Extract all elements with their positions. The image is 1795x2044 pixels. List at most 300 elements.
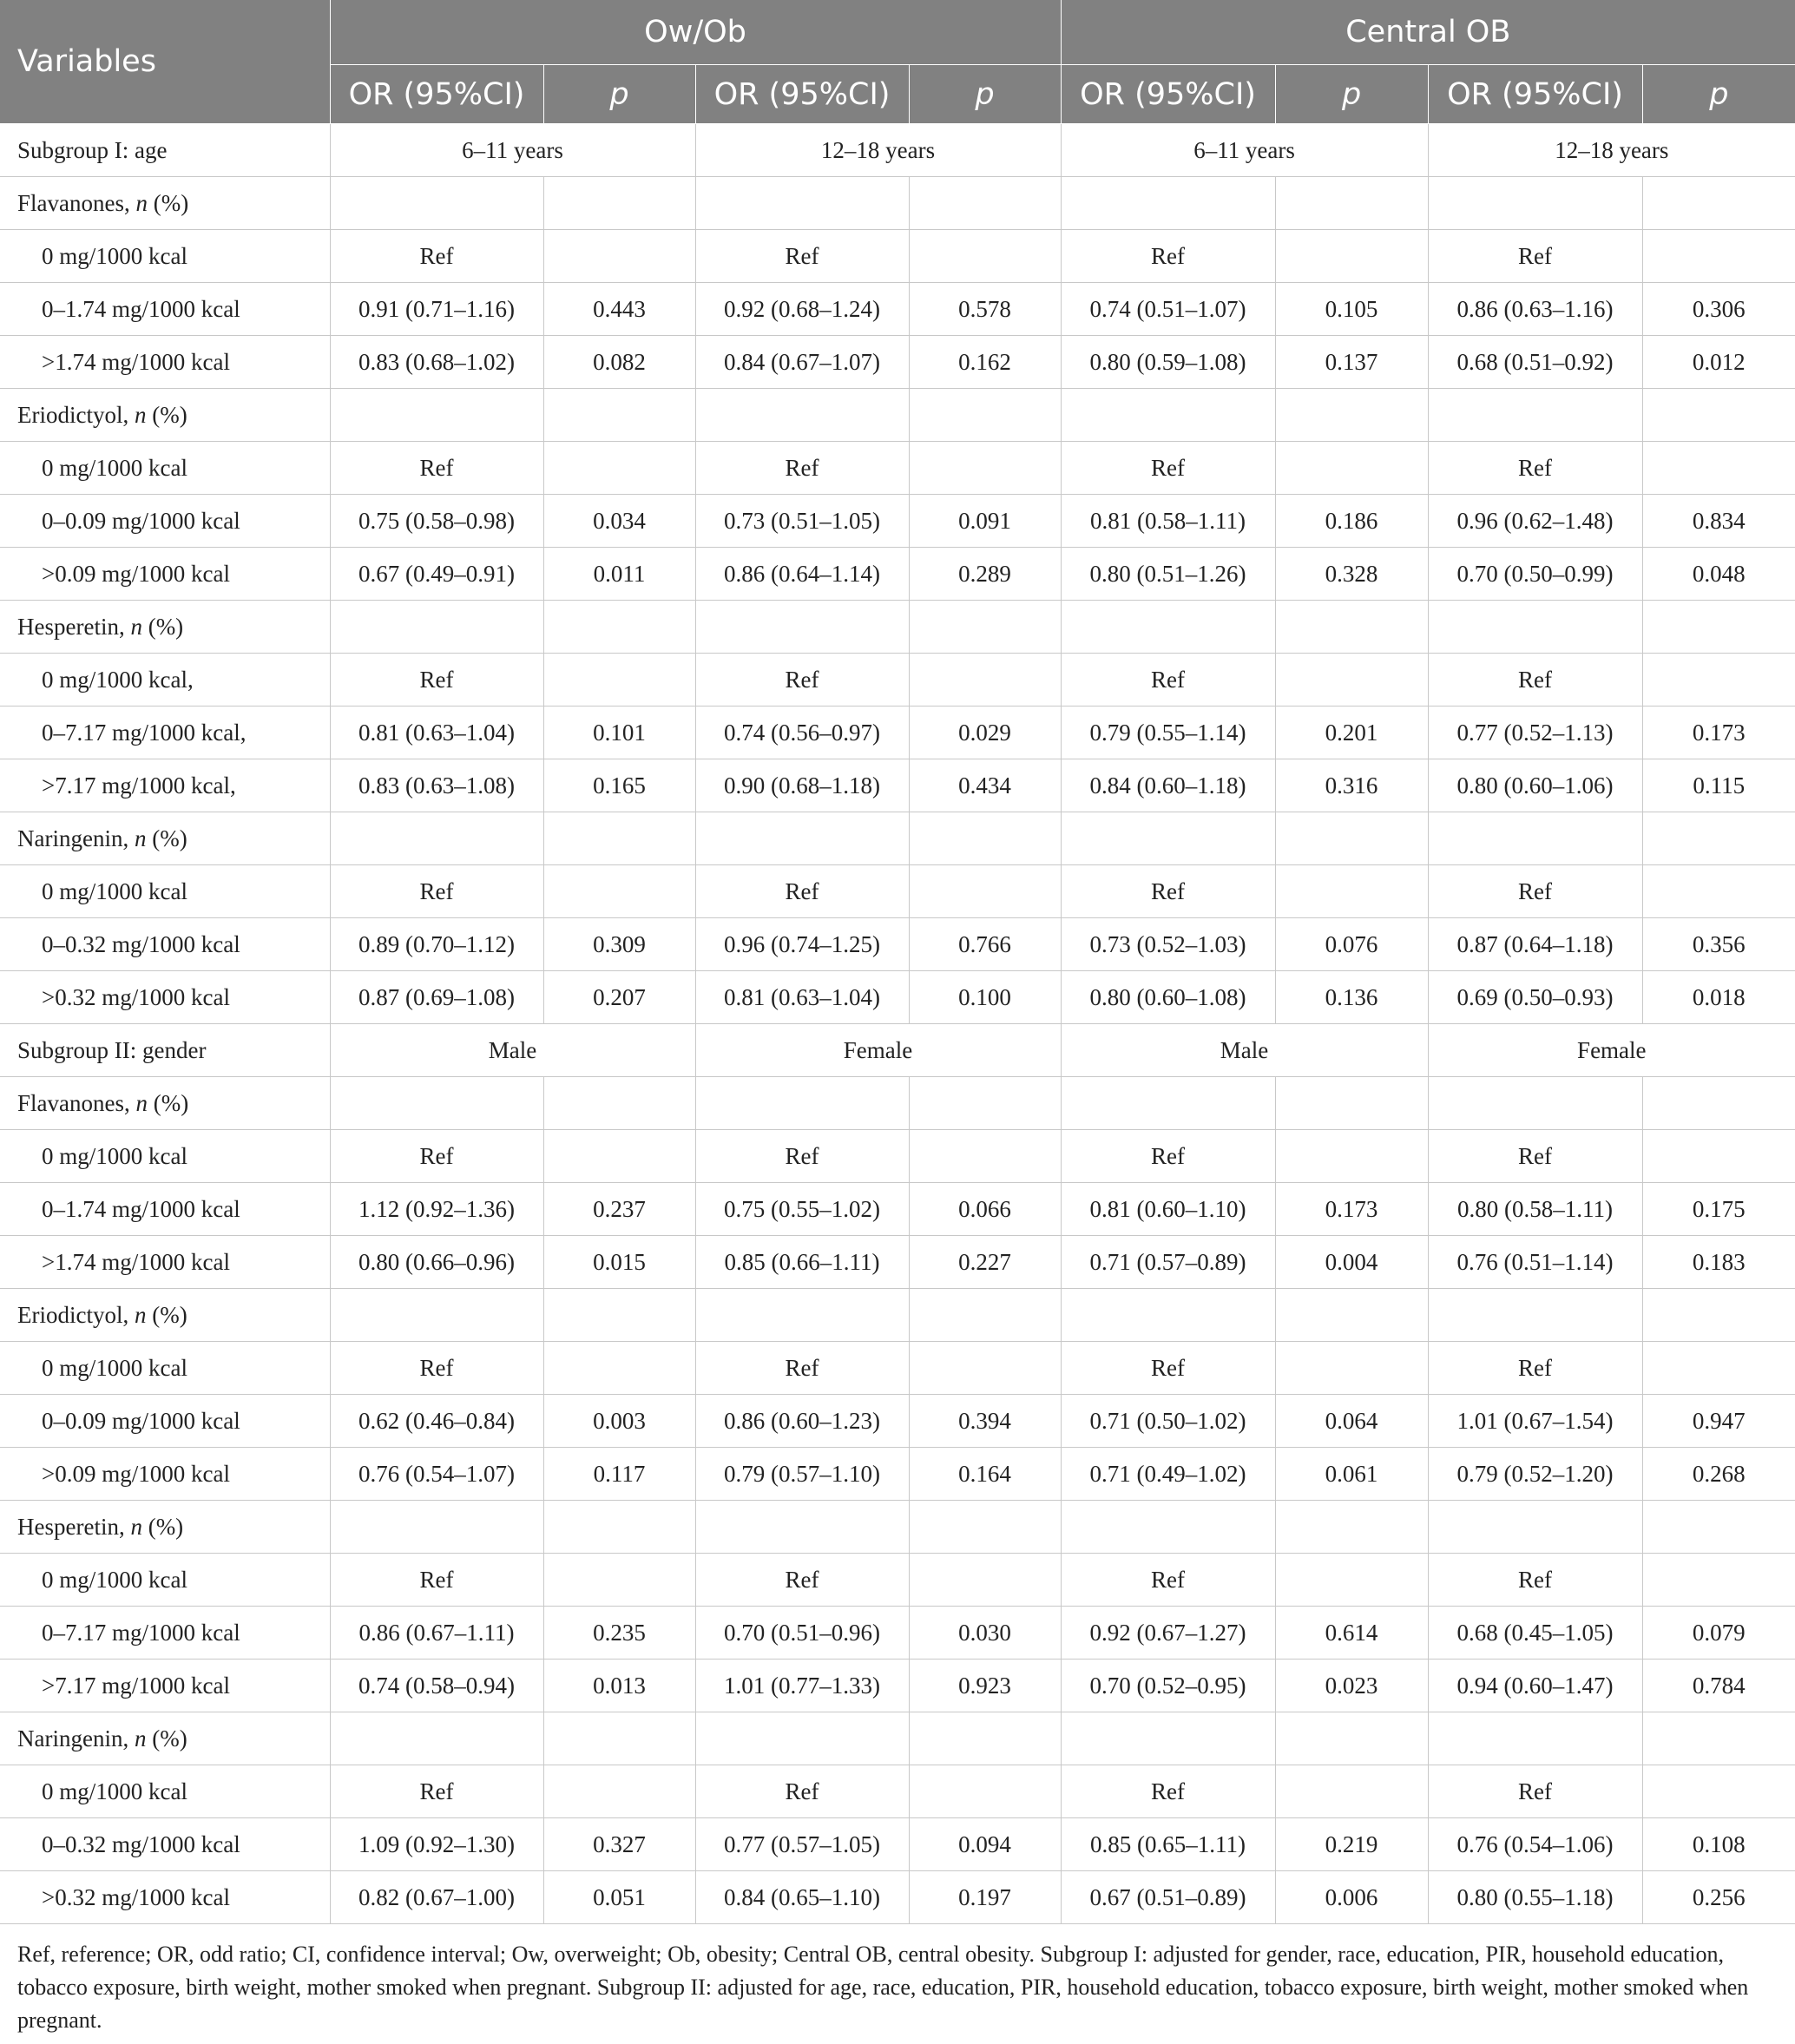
subgroup-label: Subgroup I: age (0, 124, 330, 177)
p-value-cell: 0.175 (1642, 1183, 1795, 1236)
empty-cell (695, 1077, 909, 1130)
p-value-cell: 0.011 (543, 548, 695, 601)
section-name: Flavanones, (17, 1089, 130, 1116)
or-cell: 0.80 (0.66–0.96) (330, 1236, 543, 1289)
empty-cell (1428, 812, 1642, 865)
empty-cell (1061, 601, 1275, 654)
empty-cell (1061, 177, 1275, 230)
subgroup-label: Subgroup II: gender (0, 1024, 330, 1077)
section-row (0, 177, 1795, 230)
or-cell: 0.79 (0.57–1.10) (695, 1448, 909, 1501)
empty-cell (1275, 1501, 1428, 1554)
p-value-cell (1642, 442, 1795, 495)
p-value-cell (909, 1130, 1061, 1183)
row-label: >0.09 mg/1000 kcal (0, 548, 330, 601)
or-cell: 0.91 (0.71–1.16) (330, 283, 543, 336)
or-cell: Ref (330, 1554, 543, 1607)
p-value-cell: 0.136 (1275, 971, 1428, 1024)
or-cell: 0.86 (0.67–1.11) (330, 1607, 543, 1660)
empty-cell (1642, 1077, 1795, 1130)
or-cell: 0.62 (0.46–0.84) (330, 1395, 543, 1448)
p-value-cell: 0.614 (1275, 1607, 1428, 1660)
or-cell: 1.01 (0.67–1.54) (1428, 1395, 1642, 1448)
header-p: p (909, 65, 1061, 124)
p-value-cell (909, 1342, 1061, 1395)
p-value-cell: 0.394 (909, 1395, 1061, 1448)
empty-cell (543, 1077, 695, 1130)
or-cell: Ref (1428, 865, 1642, 918)
or-cell: 0.71 (0.49–1.02) (1061, 1448, 1275, 1501)
empty-cell (695, 1289, 909, 1342)
empty-cell (1061, 812, 1275, 865)
or-cell: 0.70 (0.51–0.96) (695, 1607, 909, 1660)
table-body (0, 124, 1795, 1924)
header-p: p (1275, 65, 1428, 124)
table-row (0, 283, 1795, 336)
or-cell: 0.90 (0.68–1.18) (695, 759, 909, 812)
p-value-cell (543, 654, 695, 707)
empty-cell (1428, 601, 1642, 654)
table-row (0, 336, 1795, 389)
p-value-cell: 0.165 (543, 759, 695, 812)
p-value-cell: 0.101 (543, 707, 695, 759)
section-label (0, 1712, 330, 1765)
p-value-cell (543, 442, 695, 495)
row-label: >0.32 mg/1000 kcal (0, 1871, 330, 1924)
table-row (0, 918, 1795, 971)
or-cell: Ref (330, 654, 543, 707)
empty-cell (909, 1289, 1061, 1342)
p-value-cell (1275, 1342, 1428, 1395)
empty-cell (909, 1501, 1061, 1554)
p-value-cell: 0.004 (1275, 1236, 1428, 1289)
empty-cell (330, 1289, 543, 1342)
p-value-cell: 0.051 (543, 1871, 695, 1924)
p-value-cell (1275, 1554, 1428, 1607)
header-or: OR (95%CI) (1061, 65, 1275, 124)
or-cell: 0.71 (0.50–1.02) (1061, 1395, 1275, 1448)
section-unit: (%) (148, 1513, 184, 1540)
row-label: 0 mg/1000 kcal, (0, 654, 330, 707)
row-label: >0.09 mg/1000 kcal (0, 1448, 330, 1501)
empty-cell (1061, 1501, 1275, 1554)
subgroup-row (0, 1024, 1795, 1077)
empty-cell (1642, 1289, 1795, 1342)
section-row (0, 1289, 1795, 1342)
p-value-cell: 0.316 (1275, 759, 1428, 812)
empty-cell (1061, 389, 1275, 442)
row-label: >7.17 mg/1000 kcal (0, 1660, 330, 1712)
table-row (0, 1342, 1795, 1395)
subgroup-column-label: Female (695, 1024, 1061, 1077)
or-cell: 1.01 (0.77–1.33) (695, 1660, 909, 1712)
p-value-cell: 0.108 (1642, 1818, 1795, 1871)
table-row (0, 707, 1795, 759)
row-label: 0–0.09 mg/1000 kcal (0, 1395, 330, 1448)
or-cell: Ref (330, 442, 543, 495)
p-value-cell: 0.162 (909, 336, 1061, 389)
or-cell: Ref (695, 654, 909, 707)
empty-cell (543, 177, 695, 230)
row-label: 0–1.74 mg/1000 kcal (0, 283, 330, 336)
p-value-cell (543, 865, 695, 918)
section-label (0, 1289, 330, 1342)
p-value-cell (909, 1554, 1061, 1607)
p-value-cell: 0.197 (909, 1871, 1061, 1924)
p-value-cell: 0.356 (1642, 918, 1795, 971)
empty-cell (1275, 812, 1428, 865)
or-cell: Ref (695, 1130, 909, 1183)
p-value-cell: 0.117 (543, 1448, 695, 1501)
row-label: 0 mg/1000 kcal (0, 865, 330, 918)
p-value-cell: 0.289 (909, 548, 1061, 601)
empty-cell (909, 177, 1061, 230)
or-cell: Ref (1061, 654, 1275, 707)
section-unit: (%) (152, 401, 187, 428)
empty-cell (1275, 177, 1428, 230)
section-label (0, 601, 330, 654)
row-label: 0–0.09 mg/1000 kcal (0, 495, 330, 548)
or-cell: 0.76 (0.54–1.06) (1428, 1818, 1642, 1871)
empty-cell (1428, 1501, 1642, 1554)
or-cell: Ref (1428, 1554, 1642, 1607)
p-value-cell: 0.048 (1642, 548, 1795, 601)
or-cell: 0.79 (0.52–1.20) (1428, 1448, 1642, 1501)
table-row (0, 1765, 1795, 1818)
section-label (0, 1077, 330, 1130)
or-cell: Ref (330, 865, 543, 918)
p-value-cell: 0.012 (1642, 336, 1795, 389)
p-value-cell: 0.137 (1275, 336, 1428, 389)
empty-cell (1428, 1077, 1642, 1130)
table-row (0, 230, 1795, 283)
empty-cell (695, 1712, 909, 1765)
p-value-cell: 0.018 (1642, 971, 1795, 1024)
or-cell: 0.96 (0.62–1.48) (1428, 495, 1642, 548)
empty-cell (695, 601, 909, 654)
p-value-cell: 0.834 (1642, 495, 1795, 548)
or-cell: 0.81 (0.58–1.11) (1061, 495, 1275, 548)
p-value-cell: 0.015 (543, 1236, 695, 1289)
or-cell: 0.70 (0.50–0.99) (1428, 548, 1642, 601)
row-label: 0–1.74 mg/1000 kcal (0, 1183, 330, 1236)
p-value-cell: 0.105 (1275, 283, 1428, 336)
header-p: p (543, 65, 695, 124)
empty-cell (695, 1501, 909, 1554)
section-n-symbol: n (134, 1725, 147, 1752)
table-row (0, 442, 1795, 495)
section-row (0, 1077, 1795, 1130)
p-value-cell: 0.115 (1642, 759, 1795, 812)
p-value-cell: 0.947 (1642, 1395, 1795, 1448)
or-cell: Ref (1061, 865, 1275, 918)
or-cell: 0.94 (0.60–1.47) (1428, 1660, 1642, 1712)
or-cell: Ref (330, 1130, 543, 1183)
empty-cell (1428, 177, 1642, 230)
table-row (0, 1607, 1795, 1660)
p-value-cell: 0.173 (1642, 707, 1795, 759)
or-cell: Ref (1061, 230, 1275, 283)
p-value-cell (543, 1342, 695, 1395)
section-row (0, 1501, 1795, 1554)
p-value-cell: 0.061 (1275, 1448, 1428, 1501)
section-label (0, 389, 330, 442)
empty-cell (330, 389, 543, 442)
subgroup-column-label: 6–11 years (330, 124, 695, 177)
table-row (0, 548, 1795, 601)
or-cell: 0.76 (0.54–1.07) (330, 1448, 543, 1501)
p-value-cell: 0.091 (909, 495, 1061, 548)
p-value-cell: 0.784 (1642, 1660, 1795, 1712)
or-cell: 0.74 (0.56–0.97) (695, 707, 909, 759)
or-cell: 0.87 (0.69–1.08) (330, 971, 543, 1024)
p-value-cell (1275, 865, 1428, 918)
p-value-cell: 0.079 (1642, 1607, 1795, 1660)
p-value-cell (1642, 1342, 1795, 1395)
table-row (0, 1871, 1795, 1924)
section-n-symbol: n (130, 613, 142, 640)
p-value-cell (543, 1554, 695, 1607)
section-name: Naringenin, (17, 825, 129, 851)
section-name: Flavanones, (17, 189, 130, 216)
p-value-cell (1642, 1130, 1795, 1183)
p-value-cell (909, 442, 1061, 495)
or-cell: 0.67 (0.51–0.89) (1061, 1871, 1275, 1924)
or-cell: 0.70 (0.52–0.95) (1061, 1660, 1275, 1712)
or-cell: 1.09 (0.92–1.30) (330, 1818, 543, 1871)
p-value-cell (543, 1765, 695, 1818)
p-value-cell: 0.578 (909, 283, 1061, 336)
header-or: OR (95%CI) (1428, 65, 1642, 124)
or-cell: 0.77 (0.57–1.05) (695, 1818, 909, 1871)
row-label: >1.74 mg/1000 kcal (0, 1236, 330, 1289)
section-n-symbol: n (134, 1301, 147, 1328)
p-value-cell: 0.237 (543, 1183, 695, 1236)
section-unit: (%) (152, 1301, 187, 1328)
empty-cell (1642, 1712, 1795, 1765)
row-label: 0–7.17 mg/1000 kcal (0, 1607, 330, 1660)
table-row (0, 495, 1795, 548)
p-value-cell (1275, 1765, 1428, 1818)
or-cell: 0.83 (0.68–1.02) (330, 336, 543, 389)
or-cell: 0.86 (0.60–1.23) (695, 1395, 909, 1448)
or-cell: 0.79 (0.55–1.14) (1061, 707, 1275, 759)
section-unit: (%) (152, 825, 187, 851)
p-value-cell: 0.094 (909, 1818, 1061, 1871)
p-value-cell (1275, 442, 1428, 495)
empty-cell (1061, 1077, 1275, 1130)
p-value-cell (1275, 1130, 1428, 1183)
empty-cell (1428, 1289, 1642, 1342)
or-cell: 0.81 (0.60–1.10) (1061, 1183, 1275, 1236)
or-cell: Ref (1428, 442, 1642, 495)
or-cell: 0.84 (0.60–1.18) (1061, 759, 1275, 812)
or-cell: 0.77 (0.52–1.13) (1428, 707, 1642, 759)
empty-cell (1275, 389, 1428, 442)
p-value-cell: 0.013 (543, 1660, 695, 1712)
p-value-cell: 0.328 (1275, 548, 1428, 601)
subgroup-column-label: Female (1428, 1024, 1795, 1077)
header-group-owob: Ow/Ob (330, 0, 1061, 65)
row-label: 0–0.32 mg/1000 kcal (0, 918, 330, 971)
p-value-cell (1275, 654, 1428, 707)
p-value-cell (1642, 1554, 1795, 1607)
table-row (0, 971, 1795, 1024)
or-cell: 0.73 (0.52–1.03) (1061, 918, 1275, 971)
p-value-cell: 0.186 (1275, 495, 1428, 548)
or-cell: 0.84 (0.67–1.07) (695, 336, 909, 389)
or-cell: Ref (1061, 442, 1275, 495)
p-value-cell: 0.443 (543, 283, 695, 336)
section-n-symbol: n (134, 825, 147, 851)
row-label: 0–7.17 mg/1000 kcal, (0, 707, 330, 759)
or-cell: Ref (695, 1342, 909, 1395)
or-cell: 0.74 (0.51–1.07) (1061, 283, 1275, 336)
or-cell: 0.81 (0.63–1.04) (330, 707, 543, 759)
or-cell: 0.73 (0.51–1.05) (695, 495, 909, 548)
or-cell: 1.12 (0.92–1.36) (330, 1183, 543, 1236)
subgroup-row (0, 124, 1795, 177)
or-cell: Ref (1061, 1130, 1275, 1183)
section-unit: (%) (152, 1725, 187, 1752)
p-value-cell: 0.164 (909, 1448, 1061, 1501)
section-unit: (%) (153, 189, 189, 216)
empty-cell (1061, 1712, 1275, 1765)
p-value-cell (1642, 865, 1795, 918)
or-cell: 0.67 (0.49–0.91) (330, 548, 543, 601)
or-cell: Ref (695, 865, 909, 918)
p-value-cell: 0.201 (1275, 707, 1428, 759)
empty-cell (1275, 1712, 1428, 1765)
p-value-cell: 0.256 (1642, 1871, 1795, 1924)
row-label: 0 mg/1000 kcal (0, 1554, 330, 1607)
or-cell: Ref (695, 1765, 909, 1818)
empty-cell (543, 1712, 695, 1765)
or-cell: 0.81 (0.63–1.04) (695, 971, 909, 1024)
or-cell: Ref (330, 1765, 543, 1818)
section-n-symbol: n (130, 1513, 142, 1540)
row-label: 0 mg/1000 kcal (0, 1130, 330, 1183)
empty-cell (330, 601, 543, 654)
section-row (0, 601, 1795, 654)
or-cell: 0.68 (0.45–1.05) (1428, 1607, 1642, 1660)
or-cell: 0.86 (0.63–1.16) (1428, 283, 1642, 336)
empty-cell (330, 1712, 543, 1765)
or-cell: 0.96 (0.74–1.25) (695, 918, 909, 971)
or-cell: 0.85 (0.65–1.11) (1061, 1818, 1275, 1871)
empty-cell (695, 389, 909, 442)
or-cell: 0.76 (0.51–1.14) (1428, 1236, 1642, 1289)
row-label: >0.32 mg/1000 kcal (0, 971, 330, 1024)
or-cell: 0.71 (0.57–0.89) (1061, 1236, 1275, 1289)
row-label: 0 mg/1000 kcal (0, 1765, 330, 1818)
or-cell: 0.82 (0.67–1.00) (330, 1871, 543, 1924)
empty-cell (543, 601, 695, 654)
empty-cell (330, 177, 543, 230)
section-label (0, 1501, 330, 1554)
empty-cell (909, 601, 1061, 654)
or-cell: Ref (1061, 1554, 1275, 1607)
table-footnote: Ref, reference; OR, odd ratio; CI, confidence interval; Ow, overweight; Ob, obesity; Central OB, central obesity. Subgroup I: adjusted for gender, race, education, PIR, household education, tobacco exposure, birth weight, mother smoked when pregnant. Subgroup II: adjusted for age, race, education, PIR, household education, tobacco exposure, birth weight, mother smoked when pregnant. (17, 1942, 1749, 2033)
or-cell: 0.68 (0.51–0.92) (1428, 336, 1642, 389)
header-group-central-ob: Central OB (1061, 0, 1795, 65)
section-name: Naringenin, (17, 1725, 129, 1752)
section-row (0, 1712, 1795, 1765)
p-value-cell (909, 1765, 1061, 1818)
empty-cell (1275, 1289, 1428, 1342)
empty-cell (1642, 812, 1795, 865)
empty-cell (909, 1712, 1061, 1765)
header-or: OR (95%CI) (330, 65, 543, 124)
table-row (0, 1395, 1795, 1448)
empty-cell (1642, 1501, 1795, 1554)
subgroup-column-label: 6–11 years (1061, 124, 1428, 177)
empty-cell (909, 389, 1061, 442)
or-cell: Ref (695, 442, 909, 495)
p-value-cell: 0.766 (909, 918, 1061, 971)
p-value-cell: 0.003 (543, 1395, 695, 1448)
p-value-cell: 0.434 (909, 759, 1061, 812)
empty-cell (1642, 389, 1795, 442)
table-row (0, 1183, 1795, 1236)
p-value-cell: 0.029 (909, 707, 1061, 759)
or-cell: 0.80 (0.58–1.11) (1428, 1183, 1642, 1236)
empty-cell (695, 177, 909, 230)
row-label: 0 mg/1000 kcal (0, 1342, 330, 1395)
or-cell: Ref (1428, 1130, 1642, 1183)
table-row (0, 1660, 1795, 1712)
or-cell: Ref (330, 230, 543, 283)
row-label: 0 mg/1000 kcal (0, 230, 330, 283)
section-row (0, 389, 1795, 442)
table-row (0, 865, 1795, 918)
empty-cell (330, 1077, 543, 1130)
or-cell: Ref (695, 1554, 909, 1607)
table-row (0, 759, 1795, 812)
section-unit: (%) (148, 613, 184, 640)
empty-cell (1428, 1712, 1642, 1765)
empty-cell (1275, 1077, 1428, 1130)
p-value-cell: 0.923 (909, 1660, 1061, 1712)
empty-cell (543, 1501, 695, 1554)
or-cell: 0.85 (0.66–1.11) (695, 1236, 909, 1289)
p-value-cell: 0.235 (543, 1607, 695, 1660)
section-name: Eriodictyol, (17, 401, 129, 428)
p-value-cell: 0.207 (543, 971, 695, 1024)
section-name: Hesperetin, (17, 1513, 125, 1540)
header-p: p (1642, 65, 1795, 124)
or-cell: 0.86 (0.64–1.14) (695, 548, 909, 601)
or-cell: 0.92 (0.67–1.27) (1061, 1607, 1275, 1660)
p-value-cell (543, 1130, 695, 1183)
row-label: 0 mg/1000 kcal (0, 442, 330, 495)
section-n-symbol: n (135, 189, 148, 216)
p-value-cell: 0.006 (1275, 1871, 1428, 1924)
p-value-cell: 0.030 (909, 1607, 1061, 1660)
p-value-cell (1275, 230, 1428, 283)
table-row (0, 1554, 1795, 1607)
p-value-cell: 0.064 (1275, 1395, 1428, 1448)
empty-cell (1061, 1289, 1275, 1342)
p-value-cell: 0.227 (909, 1236, 1061, 1289)
or-cell: Ref (1428, 654, 1642, 707)
p-value-cell: 0.034 (543, 495, 695, 548)
empty-cell (909, 1077, 1061, 1130)
p-value-cell (1642, 1765, 1795, 1818)
row-label: 0–0.32 mg/1000 kcal (0, 1818, 330, 1871)
or-cell: 0.75 (0.58–0.98) (330, 495, 543, 548)
empty-cell (909, 812, 1061, 865)
